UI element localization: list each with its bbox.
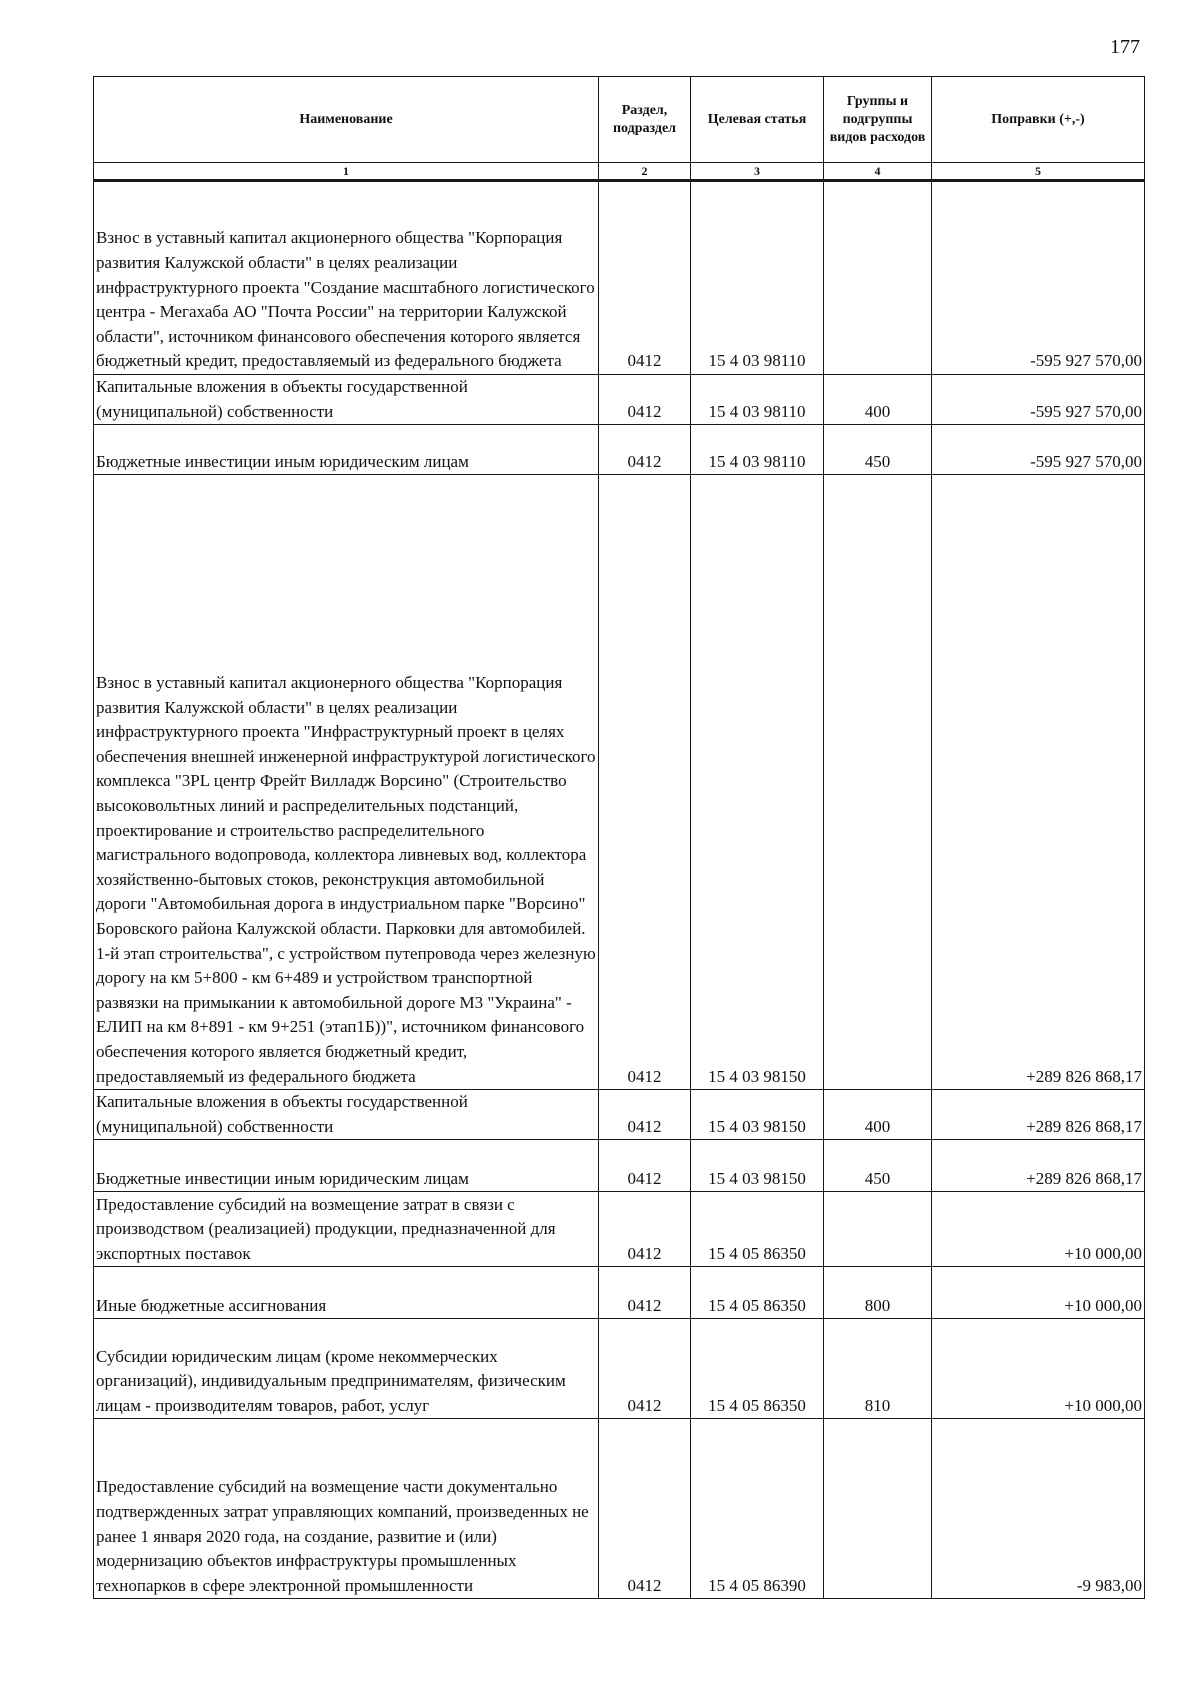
header-amendments: Поправки (+,-) (932, 77, 1145, 163)
row-name: Капитальные вложения в объекты государственной (муниципальной) собственности (94, 1090, 599, 1140)
table-row (94, 1267, 1145, 1319)
row-section: 0412 (599, 1140, 691, 1192)
row-section: 0412 (599, 1090, 691, 1140)
row-target: 15 4 03 98150 (691, 475, 824, 1090)
table-row (94, 1419, 1145, 1599)
row-target: 15 4 03 98110 (691, 181, 824, 375)
row-amount: -595 927 570,00 (932, 181, 1145, 375)
row-target: 15 4 05 86350 (691, 1319, 824, 1419)
row-group: 800 (824, 1267, 932, 1319)
row-amount: +10 000,00 (932, 1192, 1145, 1267)
row-amount: -595 927 570,00 (932, 375, 1145, 425)
row-group: 400 (824, 375, 932, 425)
row-amount: +289 826 868,17 (932, 475, 1145, 1090)
row-group: 810 (824, 1319, 932, 1419)
row-section: 0412 (599, 1267, 691, 1319)
row-target: 15 4 05 86350 (691, 1192, 824, 1267)
row-section: 0412 (599, 1192, 691, 1267)
row-name: Субсидии юридическим лицам (кроме некоммерческих организаций), индивидуальным предпринимателям, физическим лицам - производителям товаров, работ, услуг (94, 1319, 599, 1419)
table-row (94, 425, 1145, 475)
row-group: 450 (824, 425, 932, 475)
row-amount: +10 000,00 (932, 1319, 1145, 1419)
row-target: 15 4 03 98150 (691, 1090, 824, 1140)
header-section: Раздел, подраздел (599, 77, 691, 163)
table-row (94, 181, 1145, 375)
row-section: 0412 (599, 475, 691, 1090)
row-section: 0412 (599, 181, 691, 375)
row-target: 15 4 03 98110 (691, 375, 824, 425)
table-row (94, 1090, 1145, 1140)
header-target: Целевая статья (691, 77, 824, 163)
row-name: Капитальные вложения в объекты государственной (муниципальной) собственности (94, 375, 599, 425)
row-group: 400 (824, 1090, 932, 1140)
row-section: 0412 (599, 425, 691, 475)
row-group (824, 1419, 932, 1599)
row-amount: -595 927 570,00 (932, 425, 1145, 475)
row-amount: +10 000,00 (932, 1267, 1145, 1319)
header-name: Наименование (94, 77, 599, 163)
column-number: 2 (599, 163, 691, 181)
row-section: 0412 (599, 1419, 691, 1599)
row-target: 15 4 03 98150 (691, 1140, 824, 1192)
row-target: 15 4 03 98110 (691, 425, 824, 475)
column-number: 5 (932, 163, 1145, 181)
row-amount: +289 826 868,17 (932, 1140, 1145, 1192)
row-name: Бюджетные инвестиции иным юридическим лицам (94, 425, 599, 475)
column-number: 1 (94, 163, 599, 181)
row-group: 450 (824, 1140, 932, 1192)
column-number: 3 (691, 163, 824, 181)
table-row (94, 1140, 1145, 1192)
row-name: Предоставление субсидий на возмещение части документально подтвержденных затрат управляющих компаний, произведенных не ранее 1 января 2020 года, на создание, развитие и (или) модернизацию объектов инфраструктуры промышленных технопарков в сфере электронной промышленности (94, 1419, 599, 1599)
budget-amendments-table (93, 76, 1145, 1599)
row-group (824, 1192, 932, 1267)
row-amount: +289 826 868,17 (932, 1090, 1145, 1140)
table-row (94, 1192, 1145, 1267)
table-row (94, 375, 1145, 425)
row-name: Иные бюджетные ассигнования (94, 1267, 599, 1319)
row-name: Бюджетные инвестиции иным юридическим лицам (94, 1140, 599, 1192)
row-target: 15 4 05 86390 (691, 1419, 824, 1599)
row-name: Предоставление субсидий на возмещение затрат в связи с производством (реализацией) продукции, предназначенной для экспортных поставок (94, 1192, 599, 1267)
row-section: 0412 (599, 1319, 691, 1419)
column-number: 4 (824, 163, 932, 181)
page-number: 177 (1110, 36, 1140, 58)
table-row (94, 1319, 1145, 1419)
header-groups: Группы и подгруппы видов расходов (824, 77, 932, 163)
row-name: Взнос в уставный капитал акционерного общества "Корпорация развития Калужской области" в целях реализации инфраструктурного проекта "Создание масштабного логистического центра - Мегахаба АО "Почта России" на территории Калужской области", источником финансового обеспечения которого является бюджетный кредит, предоставляемый из федерального бюджета (94, 181, 599, 375)
row-group (824, 475, 932, 1090)
row-group (824, 181, 932, 375)
row-name: Взнос в уставный капитал акционерного общества "Корпорация развития Калужской области" в целях реализации инфраструктурного проекта "Инфраструктурный проект в целях обеспечения внешней инженерной инфраструктурой логистического комплекса "3PL центр Фрейт Вилладж Ворсино" (Строительство высоковольтных линий и распределительных подстанций, проектирование и строительство распределительного магистрального водопровода, коллектора ливневых вод, коллектора хозяйственно-бытовых стоков, реконструкция автомобильной дороги "Автомобильная дорога в индустриальном парке "Ворсино" Боровского района Калужской области. Парковки для автомобилей. 1-й этап строительства", с устройством путепровода через железную дорогу на км 5+800 - км 6+489 и устройством транспортной развязки на примыкании к автомобильной дороге М3 "Украина" - ЕЛИП на км 8+891 - км 9+251 (этап1Б))", источником финансового обеспечения которого является бюджетный кредит, предоставляемый из федерального бюджета (94, 475, 599, 1090)
row-target: 15 4 05 86350 (691, 1267, 824, 1319)
row-amount: -9 983,00 (932, 1419, 1145, 1599)
row-section: 0412 (599, 375, 691, 425)
table-row (94, 475, 1145, 1090)
